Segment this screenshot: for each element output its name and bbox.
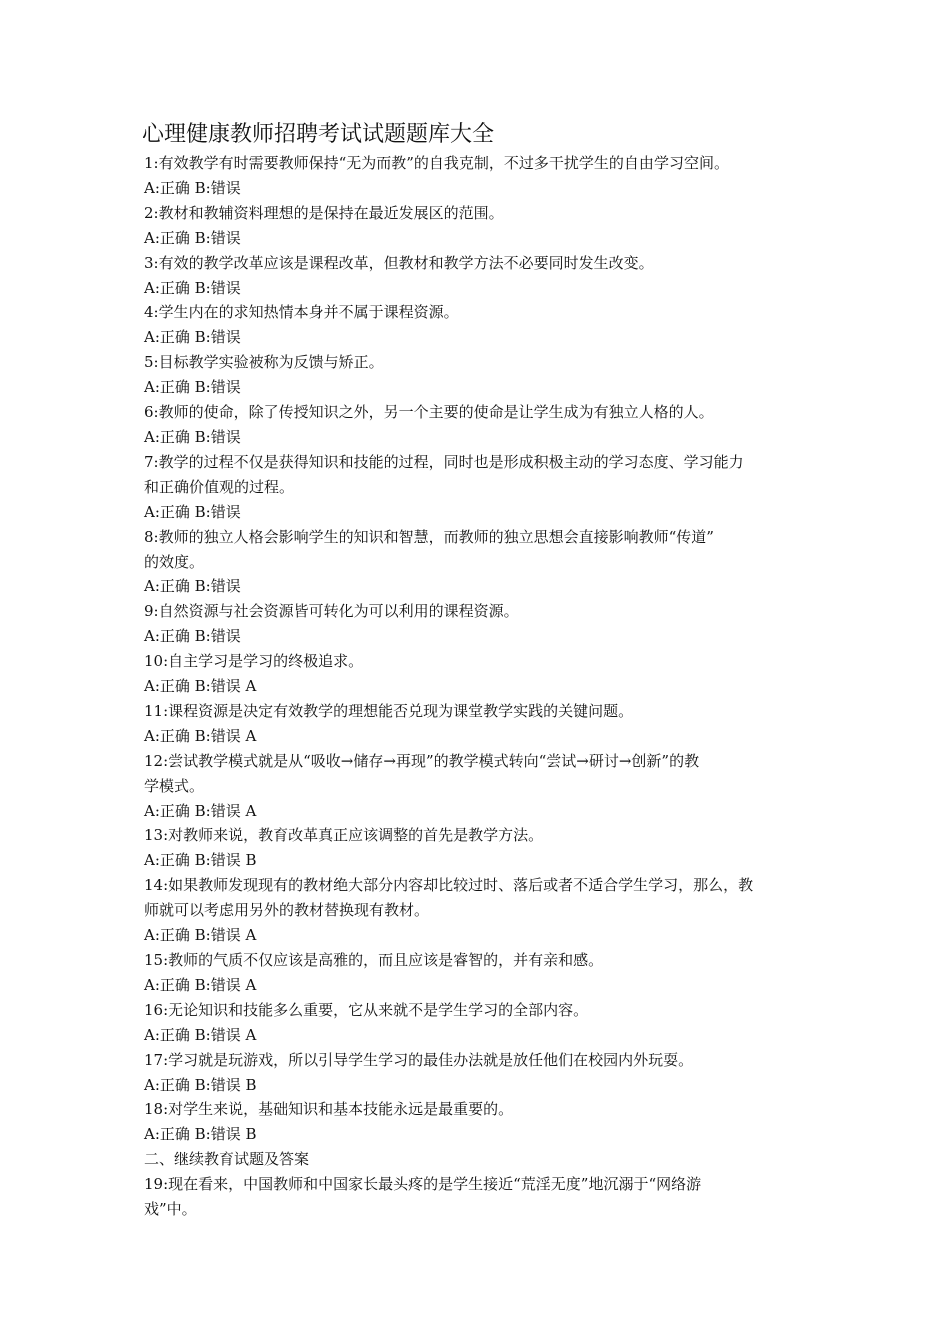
question-line: 戏”中。 <box>144 1200 197 1219</box>
question-line: 7:教学的过程不仅是获得知识和技能的过程，同时也是形成积极主动的学习态度、学习能力 <box>144 452 744 471</box>
document-title: 心理健康教师招聘考试试题题库大全 <box>142 122 495 147</box>
question-line: 学模式。 <box>144 776 205 795</box>
answer-options-line: A:正确 B:错误 A <box>144 1025 257 1044</box>
question-line: 3:有效的教学改革应该是课程改革，但教材和教学方法不必要同时发生改变。 <box>144 253 654 272</box>
question-line: 11:课程资源是决定有效教学的理想能否兑现为课堂教学实践的关键问题。 <box>144 701 634 720</box>
answer-options-line: A:正确 B:错误 <box>144 627 241 646</box>
question-line: 12:尝试教学模式就是从“吸收→储存→再现”的教学模式转向“尝试→研讨→创新”的教 <box>144 751 700 770</box>
answer-options-line: A:正确 B:错误 <box>144 178 241 197</box>
answer-options-line: A:正确 B:错误 B <box>144 1075 257 1094</box>
document-body <box>144 151 850 1222</box>
answer-options-line: A:正确 B:错误 <box>144 328 241 347</box>
answer-options-line: A:正确 B:错误 A <box>144 926 257 945</box>
answer-options-line: A:正确 B:错误 A <box>144 801 257 820</box>
answer-options-line: A:正确 B:错误 <box>144 228 241 247</box>
answer-options-line: A:正确 B:错误 B <box>144 851 257 870</box>
answer-options-line: A:正确 B:错误 <box>144 278 241 297</box>
question-line: 的效度。 <box>144 552 205 571</box>
question-line: 师就可以考虑用另外的教材替换现有教材。 <box>144 901 430 920</box>
answer-options-line: A:正确 B:错误 <box>144 577 241 596</box>
question-line: 4:学生内在的求知热情本身并不属于课程资源。 <box>144 303 459 322</box>
question-line: 2:教材和教辅资料理想的是保持在最近发展区的范围。 <box>144 203 504 222</box>
question-line: 5:目标教学实验被称为反馈与矫正。 <box>144 353 384 372</box>
section-heading: 二、继续教育试题及答案 <box>144 1150 310 1169</box>
answer-options-line: A:正确 B:错误 <box>144 502 241 521</box>
answer-options-line: A:正确 B:错误 <box>144 378 241 397</box>
question-line: 15:教师的气质不仅应该是高雅的，而且应该是睿智的，并有亲和感。 <box>144 951 604 969</box>
question-line: 13:对教师来说，教育改革真正应该调整的首先是教学方法。 <box>144 826 544 845</box>
question-line: 9:自然资源与社会资源皆可转化为可以利用的课程资源。 <box>144 602 519 621</box>
question-line: 16:无论知识和技能多么重要，它从来就不是学生学习的全部内容。 <box>144 1000 589 1019</box>
question-line: 6:教师的使命，除了传授知识之外，另一个主要的使命是让学生成为有独立人格的人。 <box>144 403 714 422</box>
answer-options-line: A:正确 B:错误 A <box>144 975 257 994</box>
question-line: 8:教师的独立人格会影响学生的知识和智慧，而教师的独立思想会直接影响教师“传道” <box>144 527 714 546</box>
question-line: 1:有效教学有时需要教师保持“无为而教”的自我克制，不过多干扰学生的自由学习空间。 <box>144 154 729 172</box>
answer-options-line: A:正确 B:错误 A <box>144 726 257 745</box>
question-line: 17:学习就是玩游戏，所以引导学生学习的最佳办法就是放任他们在校园内外玩耍。 <box>144 1050 694 1069</box>
answer-options-line: A:正确 B:错误 B <box>144 1125 257 1144</box>
answer-options-line: A:正确 B:错误 A <box>144 677 257 696</box>
question-line: 18:对学生来说，基础知识和基本技能永远是最重要的。 <box>144 1100 514 1119</box>
question-line: 10:自主学习是学习的终极追求。 <box>144 652 364 671</box>
question-line: 19:现在看来，中国教师和中国家长最头疼的是学生接近“荒淫无度”地沉溺于“网络游 <box>144 1175 702 1194</box>
question-line: 和正确价值观的过程。 <box>144 477 295 496</box>
answer-options-line: A:正确 B:错误 <box>144 427 241 446</box>
question-line: 14:如果教师发现现有的教材绝大部分内容却比较过时、落后或者不适合学生学习，那么，教 <box>144 876 754 895</box>
